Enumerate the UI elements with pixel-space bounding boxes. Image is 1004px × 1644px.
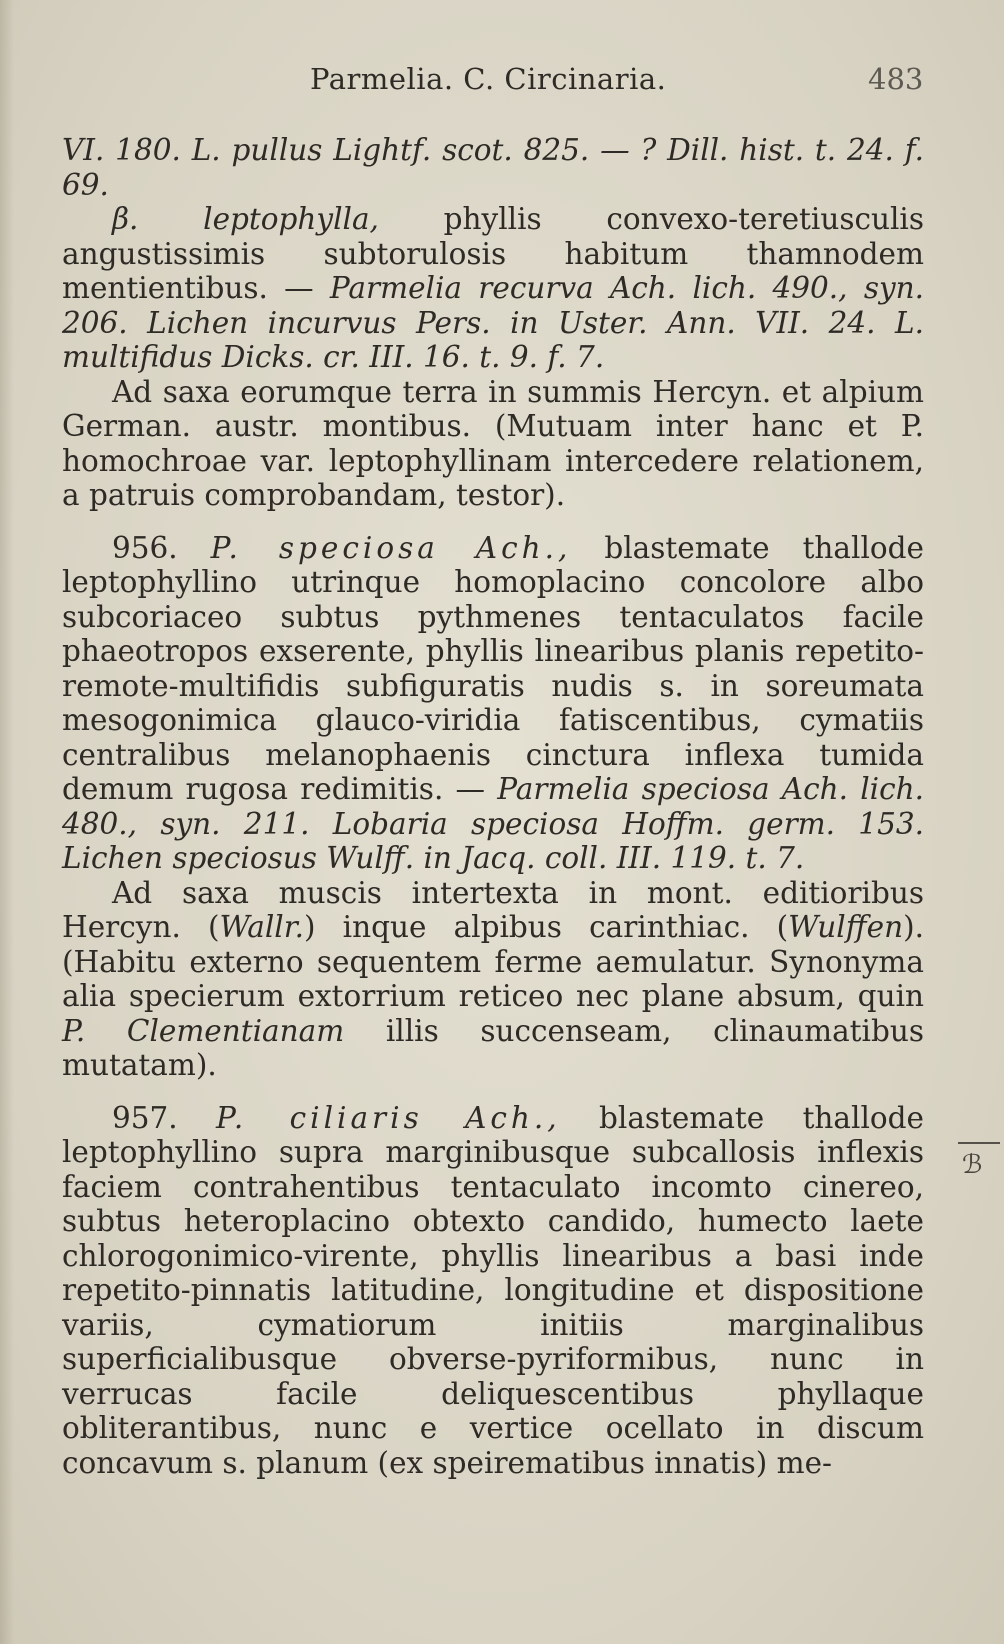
- entry-957-name: P. ciliaris Ach.,: [216, 1100, 561, 1135]
- entry-956-synonyms: Parmelia speciosa Ach. lich. 480., syn. 211. Lobaria speciosa Hoffm. germ. 153. Lichen speciosus Wulff. in Jacq. coll. III. 119. t. 7.: [62, 772, 924, 875]
- variety-synonyms: Parmelia recurva Ach. lich. 490., syn. 206. Lichen incurvus Pers. in Uster. Ann. VII. 24. L. multifidus Dicks. cr. III. 16. t. 9. f. 7.: [62, 271, 924, 374]
- habitat-text-d: illis succenseam, clinaumatibus mutatam).: [62, 1013, 924, 1082]
- entry-956-number: 956.: [112, 530, 178, 565]
- habitat-text-a: Ad saxa muscis intertexta in mont. editioribus Hercyn. (: [62, 875, 924, 944]
- entry-957: [62, 1101, 924, 1481]
- paragraph-pullus: [62, 133, 924, 202]
- paragraph-habitat-leptophylla: Ad saxa eorumque terra in summis Hercyn. et alpium German. austr. montibus. (Mutuam inter hanc et P. homochroae var. leptophyllinam intercedere relationem, a patruis comprobandam, testor).: [62, 374, 924, 512]
- entry-957-description: blastemate thallode leptophyllino supra marginibusque subcallosis inflexis faciem contrahentibus tentaculato incomto cinereo, subtus heteroplacino obtexto candido, humecto laete chlorogonimico-virente, phyllis linearibus a basi inde repetito-pinnatis latitudine, longitudine et dispositione variis, cymatiorum initiis marginalibus superficialibusque obverse-pyriformibus, nunc in verrucas facile deliquescentibus phyllaque obliterantibus, nunc e vertice ocellato in discum concavum s. planum (ex speirematibus innatis) me-: [62, 1100, 924, 1480]
- variety-description: phyllis convexo-teretiusculis angustissimis subtorulosis habitum thamnodem mentientibus. —: [62, 202, 924, 305]
- page-header: [0, 62, 1004, 102]
- habitat-wallr: Wallr.: [219, 910, 304, 944]
- margin-dash: [958, 1142, 1000, 1144]
- running-title: Parmelia. C. Circinaria.: [310, 62, 667, 96]
- entry-956-description: blastemate thallode leptophyllino utrinque homoplacino concolore albo subcoriaceo subtus pythmenes tentaculatos facile phaeotropos exserente, phyllis linearibus planis repetito-remote-multifidis subfiguratis nudis s. in soreumata mesogonimica glauco-viridia fatiscentibus, cymatiis centralibus melanophaenis cinctura inflexa tumida demum rugosa redimitis. —: [62, 530, 924, 806]
- habitat-text-b: ) inque alpibus carinthiac. (: [303, 910, 789, 944]
- body-text: [62, 133, 924, 1480]
- variety-name: β. leptophylla,: [112, 202, 379, 236]
- entry-957-number: 957.: [112, 1100, 178, 1135]
- habitat-wulffen: Wulffen: [788, 910, 904, 944]
- paragraph-leptophylla: [62, 202, 924, 375]
- page-number: 483: [868, 62, 924, 96]
- habitat-text-c: ). (Habitu externo sequentem ferme aemulatur. Synonyma alia specierum extorrium reticeo nec plane absum, quin: [62, 910, 924, 1013]
- entry-956-name: P. speciosa Ach.,: [210, 530, 572, 565]
- habitat-clementianam: P. Clementianam: [62, 1013, 345, 1048]
- entry-956: [62, 531, 924, 876]
- binding-shadow: [0, 0, 14, 1644]
- margin-annotation: ℬ: [962, 1150, 983, 1180]
- entry-956-habitat: [62, 876, 924, 1083]
- pullus-synonym-line: VI. 180. L. pullus Lightf. scot. 825. — ? Dill. hist. t. 24. f. 69.: [62, 133, 924, 202]
